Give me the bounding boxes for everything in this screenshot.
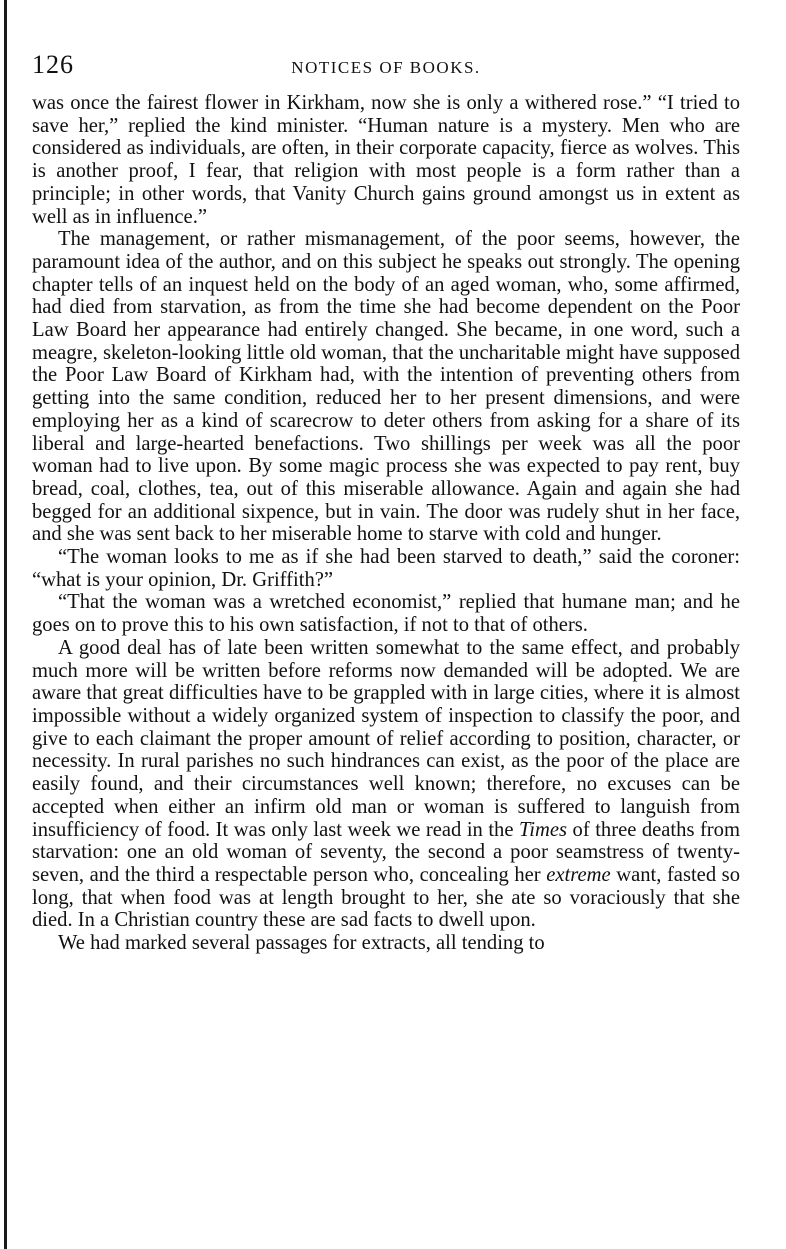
paragraph-extracts: We had marked several passages for extracts, all tending to [58, 932, 545, 955]
paragraph-coroner-quote: “The woman looks to me as if she had been starved to death,” said the coroner: “what is your opinion, Dr. Griffith?” [32, 546, 740, 591]
times-newspaper-title: Times [518, 818, 568, 841]
paragraph-reforms-text-a: A good deal has of late been written somewhat to the same effect, and probably much more will be written before reforms now demanded will be adopted. We are aware that great difficulties have to be grappled with in large cities, where it is almost impossible without a widely organized system of inspection to classify the poor, and give to each claimant the proper amount of relief according to position, character, or necessity. In rural parishes no such hindrances can exist, as the poor of the place are easily found, and their circumstances well known; therefore, no excuses can be accepted when either an infirm old man or woman is suffered to languish from insufficiency of food. It was only last week we read in the [32, 636, 740, 841]
body-text [32, 92, 740, 955]
paragraph-reforms [32, 637, 740, 932]
paragraph-reforms-text-c: want, fasted so long, that when food was at length brought to her, she ate so voraciously that she died. In a Christian country these are sad facts to dwell upon. [32, 863, 740, 932]
emphasis-extreme: extreme [546, 863, 611, 886]
page-edge-rule [4, 0, 7, 1249]
paragraph-poor-management: The management, or rather mismanagement, of the poor seems, however, the paramount idea of the author, and on this subject he speaks out strongly. The opening chapter tells of an inquest held on the body of an aged woman, who, some affirmed, had died from starvation, as from the time she had become dependent on the Poor Law Board her appearance had entirely changed. She became, in one word, such a meagre, skeleton-looking little old woman, that the uncharitable might have supposed the Poor Law Board of Kirkham had, with the intention of preventing others from getting into the same condition, reduced her to her present dimensions, and were employing her as a kind of scarecrow to deter others from asking for a share of its liberal and large-hearted benefactions. Two shillings per week was all the poor woman had to live upon. By some magic process she was expected to pay rent, buy bread, coal, clothes, tea, out of this miserable allowance. Again and again she had begged for an additional sixpence, but in vain. The door was rudely shut in her face, and she was sent back to her miserable home to starve with cold and hunger. [32, 228, 740, 546]
paragraph-reforms-text-b: of three deaths from starvation: one an old woman of seventy, the second a poor seamstress of twenty-seven, and the third a respectable person who, concealing her [32, 818, 740, 886]
page-header [32, 50, 740, 84]
running-title: NOTICES OF BOOKS. [291, 58, 481, 77]
page-number: 126 [32, 50, 74, 79]
paragraph-doctor-reply: “That the woman was a wretched economist,” replied that humane man; and he goes on to prove this to his own satisfaction, if not to that of others. [32, 591, 740, 637]
paragraph-continuation: was once the fairest flower in Kirkham, now she is only a withered rose.” “I tried to save her,” replied the kind minister. “Human nature is a mystery. Men who are considered as individuals, are often, in their corporate capacity, fierce as wolves. This is another proof, I fear, that religion with most people is a form rather than a principle; in other words, that Vanity Church gains ground amongst us in extent as well as in influence.” [32, 92, 740, 228]
